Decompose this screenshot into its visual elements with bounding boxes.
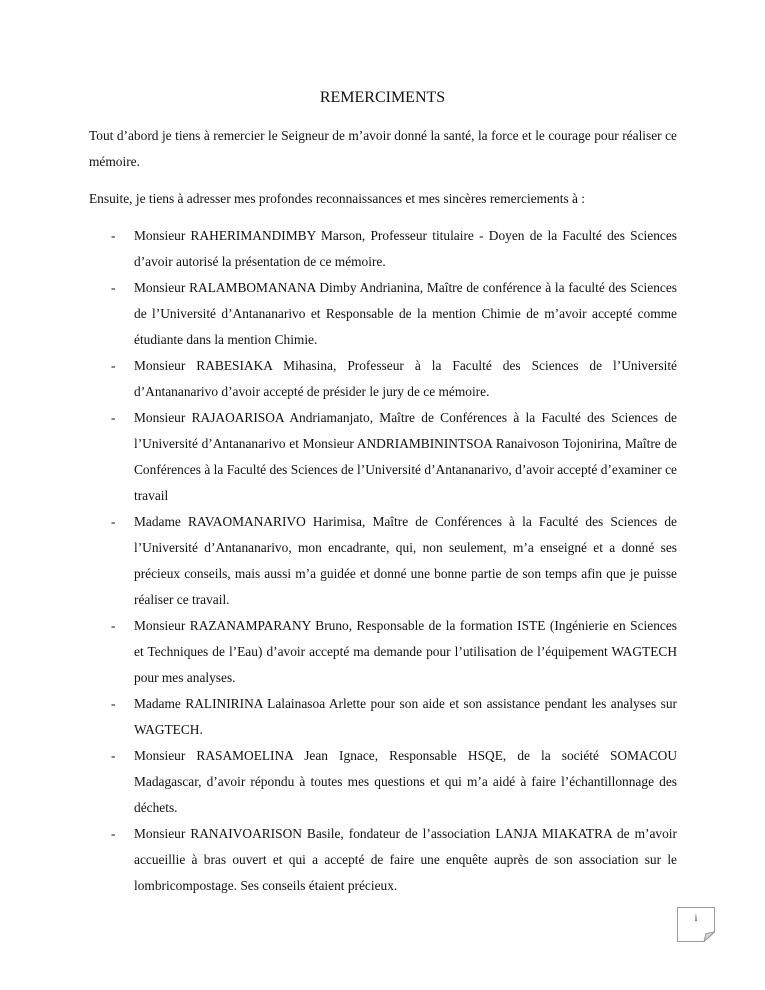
list-item-text: Monsieur RAJAOARISOA Andriamanjato, Maître de Conférences à la Faculté des Sciences de l’Université d’Antananarivo et Monsieur ANDRIAMBININTSOA Ranaivoson Tojonirina, Maître de Conférences à la Faculté des Sciences de l’Université d’Antananarivo, d’avoir accepté d’examiner ce travail [134,410,677,503]
list-item [89,613,677,691]
bullet-dash: - [111,228,116,243]
bullet-dash: - [111,358,116,373]
list-item-text: Monsieur RAHERIMANDIMBY Marson, Professeur titulaire - Doyen de la Faculté des Sciences d’avoir autorisé la présentation de ce mémoire. [134,228,677,269]
list-item [89,743,677,821]
list-item [89,223,677,275]
list-item [89,405,677,509]
list-item-text: Monsieur RABESIAKA Mihasina, Professeur à la Faculté des Sciences de l’Université d’Antananarivo d’avoir accepté de présider le jury de ce mémoire. [134,358,677,399]
acknowledgement-list [89,223,677,899]
list-item [89,509,677,613]
list-item-text: Monsieur RASAMOELINA Jean Ignace, Responsable HSQE, de la société SOMACOU Madagascar, d’avoir répondu à toutes mes questions et qui m’a aidé à faire l’échantillonnage des déchets. [134,748,677,815]
intro-paragraph: Tout d’abord je tiens à remercier le Seigneur de m’avoir donné la santé, la force et le courage pour réaliser ce mémoire. [89,128,677,169]
bullet-dash: - [111,410,116,425]
list-item-text: Madame RALINIRINA Lalainasoa Arlette pour son aide et son assistance pendant les analyses sur WAGTECH. [134,696,677,737]
page-title: REMERCIMENTS [319,89,446,106]
bullet-dash: - [111,696,116,711]
list-item [89,691,677,743]
list-item [89,353,677,405]
bullet-dash: - [111,618,116,633]
bullet-dash: - [111,280,116,295]
list-item-text: Monsieur RAZANAMPARANY Bruno, Responsable de la formation ISTE (Ingénierie en Sciences et Techniques de l’Eau) d’avoir accepté ma demande pour l’utilisation de l’équipement WAGTECH pour mes analyses. [134,618,677,685]
bullet-dash: - [111,826,116,841]
intro-paragraph: Ensuite, je tiens à adresser mes profondes reconnaissances et mes sincères remerciements à : [89,191,586,206]
bullet-dash: - [111,514,116,529]
page-number: i [694,913,698,923]
bullet-dash: - [111,748,116,763]
page-number-badge [677,907,715,942]
list-item [89,821,677,899]
list-item [89,275,677,353]
list-item-text: Madame RAVAOMANARIVO Harimisa, Maître de Conférences à la Faculté des Sciences de l’Université d’Antananarivo, mon encadrante, qui, non seulement, m’a enseigné et a donné ses précieux conseils, mais aussi m’a guidée et donné une bonne partie de son temps afin que je puisse réaliser ce travail. [134,514,677,607]
list-item-text: Monsieur RALAMBOMANANA Dimby Andrianina, Maître de conférence à la faculté des Sciences de l’Université d’Antananarivo et Responsable de la mention Chimie de m’avoir accepté comme étudiante dans la mention Chimie. [134,280,677,347]
list-item-text: Monsieur RANAIVOARISON Basile, fondateur de l’association LANJA MIAKATRA de m’avoir accueillie à bras ouvert et qui a accepté de faire une enquête auprès de son association sur le lombricompostage. Ses conseils étaient précieux. [134,826,677,893]
